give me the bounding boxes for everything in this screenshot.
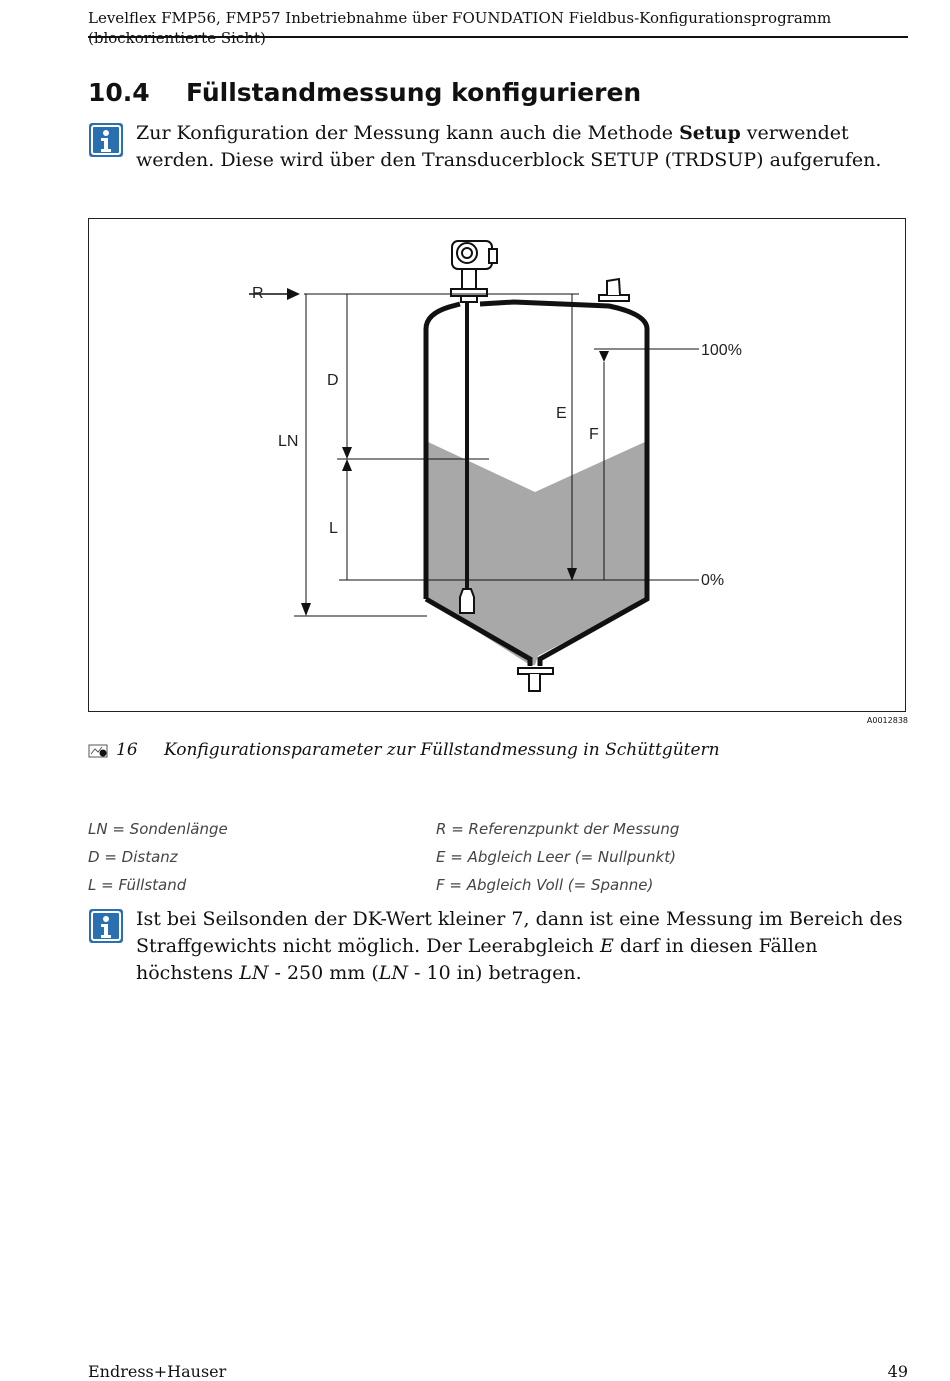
silo-diagram bbox=[89, 219, 907, 713]
legend-right-2: E = Abgleich Leer (= Nullpunkt) bbox=[436, 848, 676, 866]
label-r: R bbox=[252, 285, 264, 302]
footer-brand: Endress+Hauser bbox=[88, 1362, 227, 1381]
figure-id: A0012838 bbox=[866, 716, 908, 725]
legend-right-3: F = Abgleich Voll (= Spanne) bbox=[436, 876, 654, 894]
label-l: L bbox=[329, 520, 338, 537]
info-note-setup bbox=[88, 120, 908, 174]
note-text: Zur Konfiguration der Messung kann auch die Methode Setup verwendet werden. Diese wird über den Transducerblock SETUP (TRDSUP) aufgerufen. bbox=[136, 122, 882, 171]
legend-left-3: L = Füllstand bbox=[88, 876, 187, 894]
label-f: F bbox=[589, 426, 599, 443]
note-text: Ist bei Seilsonden der DK-Wert kleiner 7, dann ist eine Messung im Bereich des Straffgewichts nicht möglich. Der Leerabgleich E darf in diesen Fällen höchstens LN - 250 mm (LN - 10 in) betragen. bbox=[136, 908, 903, 984]
label-e: E bbox=[556, 405, 567, 422]
label-100-percent: 100% bbox=[701, 342, 742, 359]
transmitter-icon bbox=[452, 241, 497, 289]
figure-caption-text: Konfigurationsparameter zur Füllstandmessung in Schüttgütern bbox=[164, 740, 720, 760]
label-0-percent: 0% bbox=[701, 572, 725, 589]
label-d: D bbox=[327, 372, 339, 389]
info-icon bbox=[88, 122, 124, 158]
probe-weight bbox=[460, 589, 474, 613]
section-number: 10.4 bbox=[88, 78, 150, 107]
legend-right-1: R = Referenzpunkt der Messung bbox=[436, 820, 680, 838]
page-header: Levelflex FMP56, FMP57 Inbetriebnahme über FOUNDATION Fieldbus-Konfigurationsprogramm (blockorientierte Sicht) bbox=[88, 8, 908, 38]
section-title: Füllstandmessung konfigurieren bbox=[186, 78, 642, 107]
figure-caption bbox=[88, 740, 720, 760]
page-number: 49 bbox=[887, 1362, 908, 1381]
info-icon bbox=[88, 908, 124, 944]
figure-number: 16 bbox=[116, 740, 138, 760]
info-note-dk-value bbox=[88, 906, 908, 987]
legend-left-1: LN = Sondenlänge bbox=[88, 820, 228, 838]
legend-left-2: D = Distanz bbox=[88, 848, 178, 866]
label-ln: LN bbox=[278, 433, 299, 450]
figure-icon bbox=[88, 744, 110, 758]
section-heading bbox=[88, 78, 641, 107]
level-measurement-figure bbox=[88, 218, 906, 712]
bulk-material bbox=[426, 441, 647, 665]
